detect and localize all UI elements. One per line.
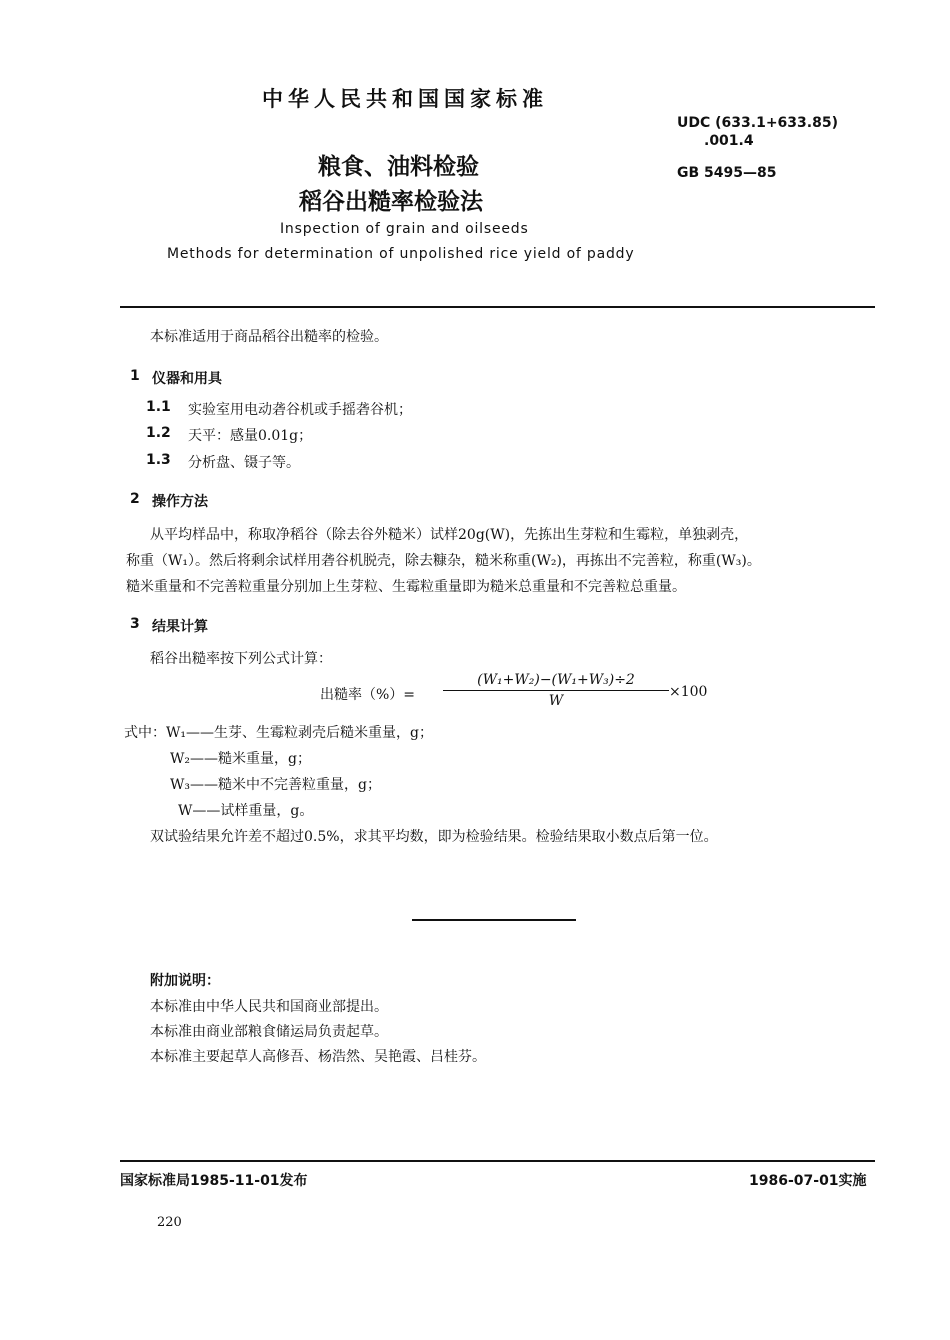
formula-fraction (443, 672, 669, 709)
issue-date: 国家标准局1985-11-01发布 (120, 1173, 308, 1189)
item-1-1-text: 实验室用电动砻谷机或手摇砻谷机； (188, 402, 412, 418)
notes-line1: 本标准由中华人民共和国商业部提出。 (150, 999, 388, 1015)
item-1-2-number: 1.2 (146, 425, 171, 441)
where-w3: W₃——糙米中不完善粒重量，g； (170, 777, 381, 793)
tolerance-text: 双试验结果允许差不超过0.5%，求其平均数，即为检验结果。检验结果取小数点后第一位。 (150, 829, 718, 845)
notes-line2: 本标准由商业部粮食储运局负责起草。 (150, 1024, 388, 1040)
item-1-3-number: 1.3 (146, 452, 171, 468)
formula-denominator: W (548, 693, 564, 709)
gb-number: GB 5495—85 (677, 165, 777, 181)
formula-lhs: 出糙率（%）= (320, 687, 416, 703)
fraction-bar (443, 690, 669, 691)
item-1-3-text: 分析盘、镊子等。 (188, 455, 300, 471)
formula-tail: ×100 (669, 684, 708, 700)
standard-name: 中华人民共和国国家标准 (262, 87, 548, 111)
udc-code-line2: .001.4 (704, 133, 754, 149)
section-1-number: 1 (130, 368, 140, 384)
section-1-heading: 仪器和用具 (152, 371, 222, 387)
where-w2: W₂——糙米重量，g； (170, 751, 311, 767)
item-1-1-number: 1.1 (146, 399, 171, 415)
formula-numerator: (W₁+W₂)−(W₁+W₃)÷2 (477, 672, 635, 688)
header-divider (120, 306, 875, 308)
method-line1: 从平均样品中，称取净稻谷（除去谷外糙米）试样20g(W)，先拣出生芽粒和生霉粒，单独剥壳， (150, 527, 749, 543)
english-title-line1: Inspection of grain and oilseeds (280, 221, 529, 237)
effective-date: 1986-07-01实施 (749, 1173, 867, 1189)
footer-divider (120, 1160, 875, 1162)
section-3-heading: 结果计算 (152, 619, 208, 635)
section-2-heading: 操作方法 (152, 494, 208, 510)
section-divider (412, 919, 576, 921)
item-1-2-text: 天平：感量0.01g； (188, 428, 313, 444)
method-line3: 糙米重量和不完善粒重量分别加上生芽粒、生霉粒重量即为糙米总重量和不完善粒总重量。 (126, 579, 686, 595)
title-line2: 稻谷出糙率检验法 (299, 189, 483, 215)
notes-line3: 本标准主要起草人高修吾、杨浩然、吴艳霞、吕桂芬。 (150, 1049, 486, 1065)
section-2-number: 2 (130, 491, 140, 507)
page-number: 220 (157, 1215, 182, 1230)
title-line1: 粮食、油料检验 (318, 154, 479, 180)
english-title-line2: Methods for determination of unpolished rice yield of paddy (167, 246, 635, 262)
where-w: W——试样重量，g。 (178, 803, 314, 819)
udc-code-line1: UDC (633.1+633.85) (677, 115, 838, 131)
intro-text: 本标准适用于商品稻谷出糙率的检验。 (150, 329, 388, 345)
section-3-number: 3 (130, 616, 140, 632)
calc-lead: 稻谷出糙率按下列公式计算： (150, 651, 332, 667)
where-w1: 式中：W₁——生芽、生霉粒剥壳后糙米重量，g； (124, 725, 433, 741)
notes-heading: 附加说明： (150, 973, 220, 989)
method-line2: 称重（W₁）。然后将剩余试样用砻谷机脱壳，除去糠杂，糙米称重(W₂)，再拣出不完善粒，称重(W₃)。 (126, 553, 761, 569)
